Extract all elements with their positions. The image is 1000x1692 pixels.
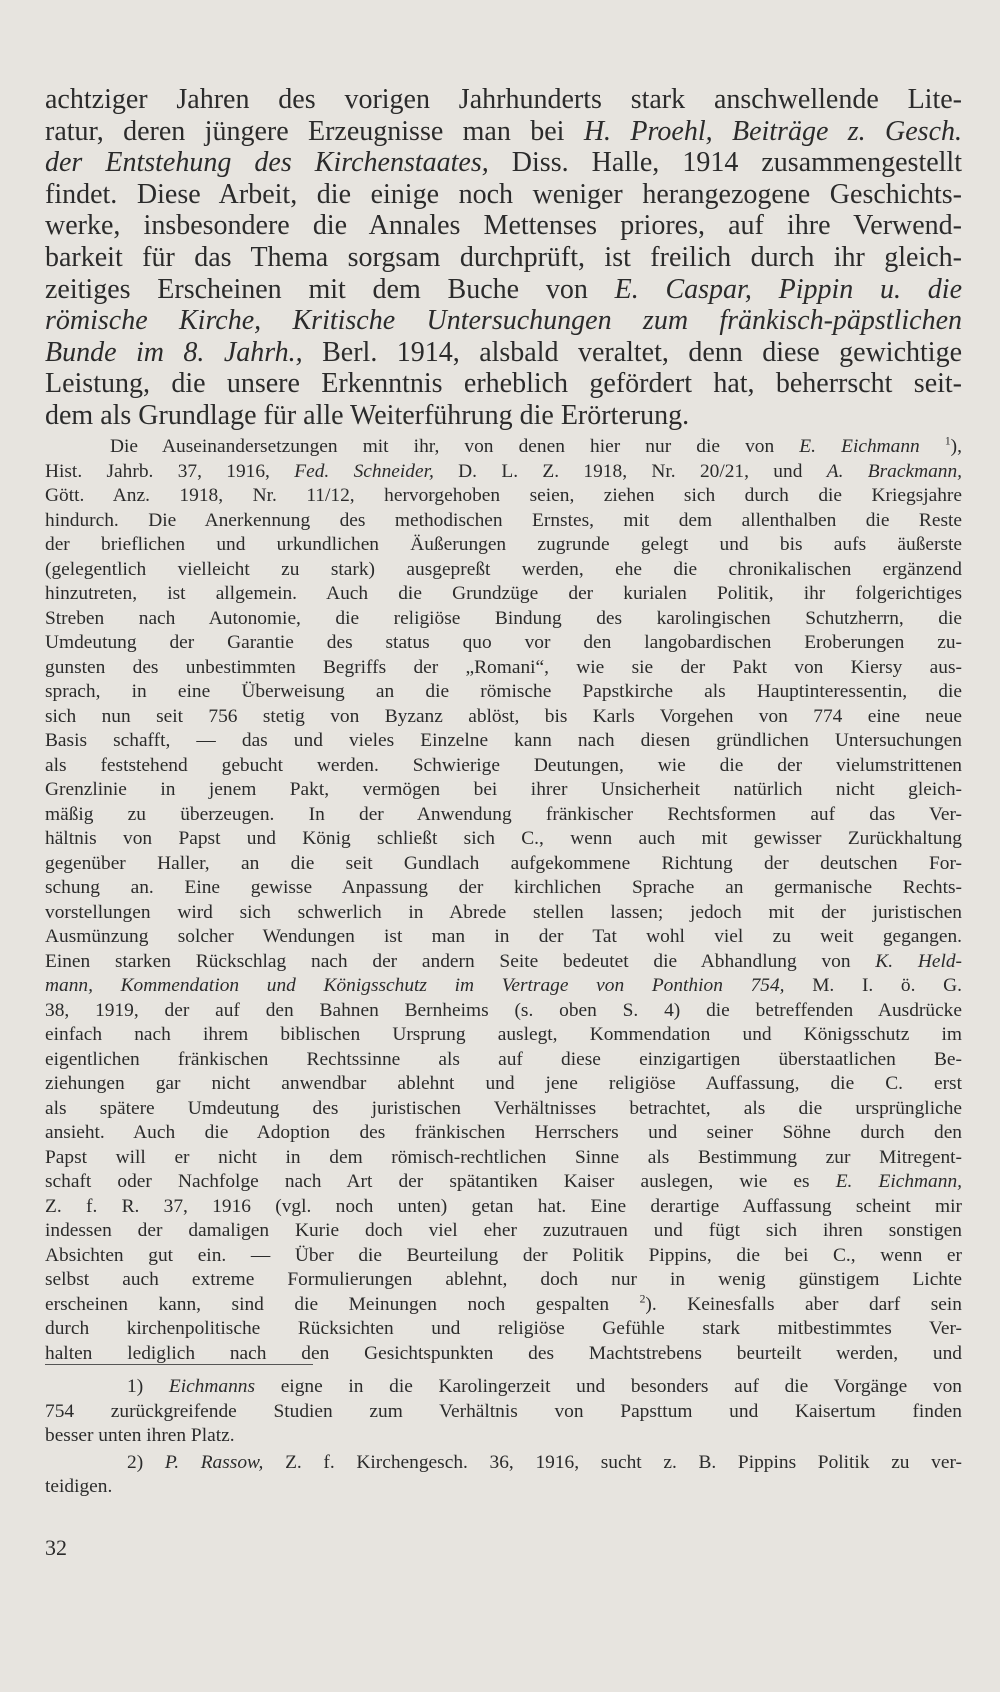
text-line: 38, 1919, der auf den Bahnen Bernheims (s. oben S. 4) die betreffenden Ausdrücke	[45, 999, 962, 1021]
footnotes	[45, 1375, 962, 1500]
text-line: Papst will er nicht in dem römisch-rechtlichen Sinne als Bestimmung zur Mitregent-	[45, 1146, 962, 1168]
text-line: Einen starken Rückschlag nach der andern Seite bedeutet die Abhandlung von K. Held-	[45, 950, 962, 972]
page-number: 32	[45, 1535, 67, 1560]
text-line: halten lediglich nach den Gesichtspunkten des Machtstrebens beurteilt werden, und	[45, 1342, 962, 1364]
text-line: Gött. Anz. 1918, Nr. 11/12, hervorgehoben seien, ziehen sich durch die Kriegsjahre	[45, 485, 962, 506]
text-line: als feststehend gebucht werden. Schwierige Deutungen, wie die der vielumstrittenen	[45, 754, 962, 776]
text-line: Absichten gut ein. — Über die Beurteilung der Politik Pippins, die bei C., wenn er	[45, 1244, 962, 1266]
text-line: dem als Grundlage für alle Weiterführung die Erörterung.	[45, 399, 690, 431]
text-line: schung an. Eine gewisse Anpassung der kirchlichen Sprache an germanische Rechts-	[45, 877, 962, 898]
text-line: werke, insbesondere die Annales Mettenses priores, auf ihre Verwend-	[45, 210, 962, 242]
text-line: barkeit für das Thema sorgsam durchprüft, ist freilich durch ihr gleich-	[45, 241, 962, 273]
text-line: ziehungen gar nicht anwendbar ablehnt und jene religiöse Auffassung, die C. erst	[45, 1073, 962, 1094]
footnote-ref: 1	[944, 434, 951, 448]
small-print-paragraph	[45, 435, 962, 1366]
text-line: Die Auseinandersetzungen mit ihr, von denen hier nur die von E. Eichmann $^1$),	[110, 434, 962, 457]
text-line: (gelegentlich vielleicht zu stark) ausgepreßt werden, ehe die chronikalischen ergänzend	[45, 558, 962, 580]
text-line: Z. f. R. 37, 1916 (vgl. noch unten) getan hat. Eine derartige Auffassung scheint mir	[45, 1195, 962, 1217]
text-line: hältnis von Papst und König schließt sich C., wenn auch mit gewisser Zurückhaltung	[45, 828, 962, 849]
text-line: der brieflichen und urkundlichen Äußerungen zugrunde gelegt und bis aufs äußerste	[45, 534, 962, 555]
text-line: Umdeutung der Garantie des status quo vor den langobardischen Eroberungen zu-	[45, 632, 962, 653]
text-line: zeitiges Erscheinen mit dem Buche von E. Caspar, Pippin u. die	[45, 273, 963, 305]
text-line: findet. Diese Arbeit, die einige noch weniger herangezogene Geschichts-	[45, 178, 962, 210]
text-line: ansieht. Auch die Adoption des fränkischen Herrschers und seiner Söhne durch den	[45, 1122, 962, 1143]
footnote-2: 2) P. Rassow, Z. f. Kirchengesch. 36, 1916, sucht z. B. Pippins Politik zu ver-	[127, 1451, 962, 1473]
text-line: Leistung, die unsere Erkenntnis erheblich gefördert hat, beherrscht seit-	[45, 368, 962, 400]
text-line: selbst auch extreme Formulierungen ablehnt, doch nur in wenig günstigem Lichte	[45, 1269, 962, 1290]
text-line: teidigen.	[45, 1476, 113, 1497]
text-line: Basis schafft, — das und vieles Einzelne kann nach diesen gründlichen Untersuchungen	[45, 730, 962, 751]
text-line: schaft oder Nachfolge nach Art der spätantiken Kaiser auslegen, wie es E. Eichmann,	[45, 1171, 962, 1192]
text-line: durch kirchenpolitische Rücksichten und religiöse Gefühle stark mitbestimmtes Ver-	[45, 1318, 962, 1339]
text-line: Grenzlinie in jenem Pakt, vermögen bei ihrer Unsicherheit natürlich nicht gleich-	[45, 779, 962, 800]
text-line: gegenüber Haller, an die seit Gundlach aufgekommene Richtung der deutschen For-	[45, 852, 962, 874]
text-line: Hist. Jahrb. 37, 1916, Fed. Schneider, D. L. Z. 1918, Nr. 20/21, und A. Brackmann,	[45, 460, 963, 482]
text-line: besser unten ihren Platz.	[45, 1425, 235, 1446]
text-line: indessen der damaligen Kurie doch viel eher zuzutrauen und fügt sich ihren sonstigen	[45, 1220, 962, 1241]
main-paragraph	[45, 84, 962, 432]
text-line: achtziger Jahren des vorigen Jahrhunderts stark anschwellende Lite-	[45, 84, 962, 115]
text-line: mann, Kommendation und Königsschutz im Vertrage von Ponthion 754, M. I. ö. G.	[45, 975, 962, 996]
text-line: hindurch. Die Anerkennung des methodischen Ernstes, mit dem allenthalben die Reste	[45, 509, 962, 531]
text-line: Ausmünzung solcher Wendungen ist man in der Tat wohl viel zu weit gegangen.	[45, 926, 962, 947]
text-line: einfach nach ihrem biblischen Ursprung auslegt, Kommendation und Königsschutz im	[45, 1024, 962, 1045]
text-line: ratur, deren jüngere Erzeugnisse man bei H. Proehl, Beiträge z. Gesch.	[45, 115, 962, 147]
text-line: römische Kirche, Kritische Untersuchungen zum fränkisch-päpstlichen	[45, 305, 962, 337]
text-line: Bunde im 8. Jahrh., Berl. 1914, alsbald veraltet, denn diese gewichtige	[45, 336, 962, 368]
text-line: sich nun seit 756 stetig von Byzanz ablöst, bis Karls Vorgehen von 774 eine neue	[45, 705, 962, 727]
footnote-divider	[45, 1364, 313, 1365]
text-line: mäßig zu überzeugen. In der Anwendung fränkischer Rechtsformen auf das Ver-	[45, 803, 962, 825]
text-line: eigentlichen fränkischen Rechtssinne als auf diese einzigartigen überstaatlichen Be-	[45, 1048, 962, 1070]
text-line: erscheinen kann, sind die Meinungen noch gespalten $^2$). Keinesfalls aber darf sein	[45, 1292, 962, 1315]
text-line: gunsten des unbestimmten Begriffs der „Romani“, wie sie der Pakt von Kiersy aus-	[45, 656, 962, 678]
text-line: Streben nach Autonomie, die religiöse Bindung des karolingischen Schutzherrn, die	[45, 607, 962, 629]
text-line: 754 zurückgreifende Studien zum Verhältnis von Papsttum und Kaisertum finden	[45, 1400, 962, 1422]
text-line: der Entstehung des Kirchenstaates, Diss. Halle, 1914 zusammengestellt	[45, 147, 962, 179]
text-line: hinzutreten, ist allgemein. Auch die Grundzüge der kurialen Politik, ihr folgerichtiges	[45, 583, 962, 604]
footnote-ref: 2	[639, 1292, 646, 1306]
text-line: sprach, in eine Überweisung an die römische Papstkirche als Hauptinteressentin, die	[45, 681, 962, 702]
text-line: vorstellungen wird sich schwerlich in Abrede stellen lassen; jedoch mit der juristischen	[45, 901, 962, 923]
text-line: als spätere Umdeutung des juristischen Verhältnisses betrachtet, als die ursprüngliche	[45, 1097, 962, 1119]
footnote-1: 1) Eichmanns eigne in die Karolingerzeit und besonders auf die Vorgänge von	[127, 1376, 962, 1397]
